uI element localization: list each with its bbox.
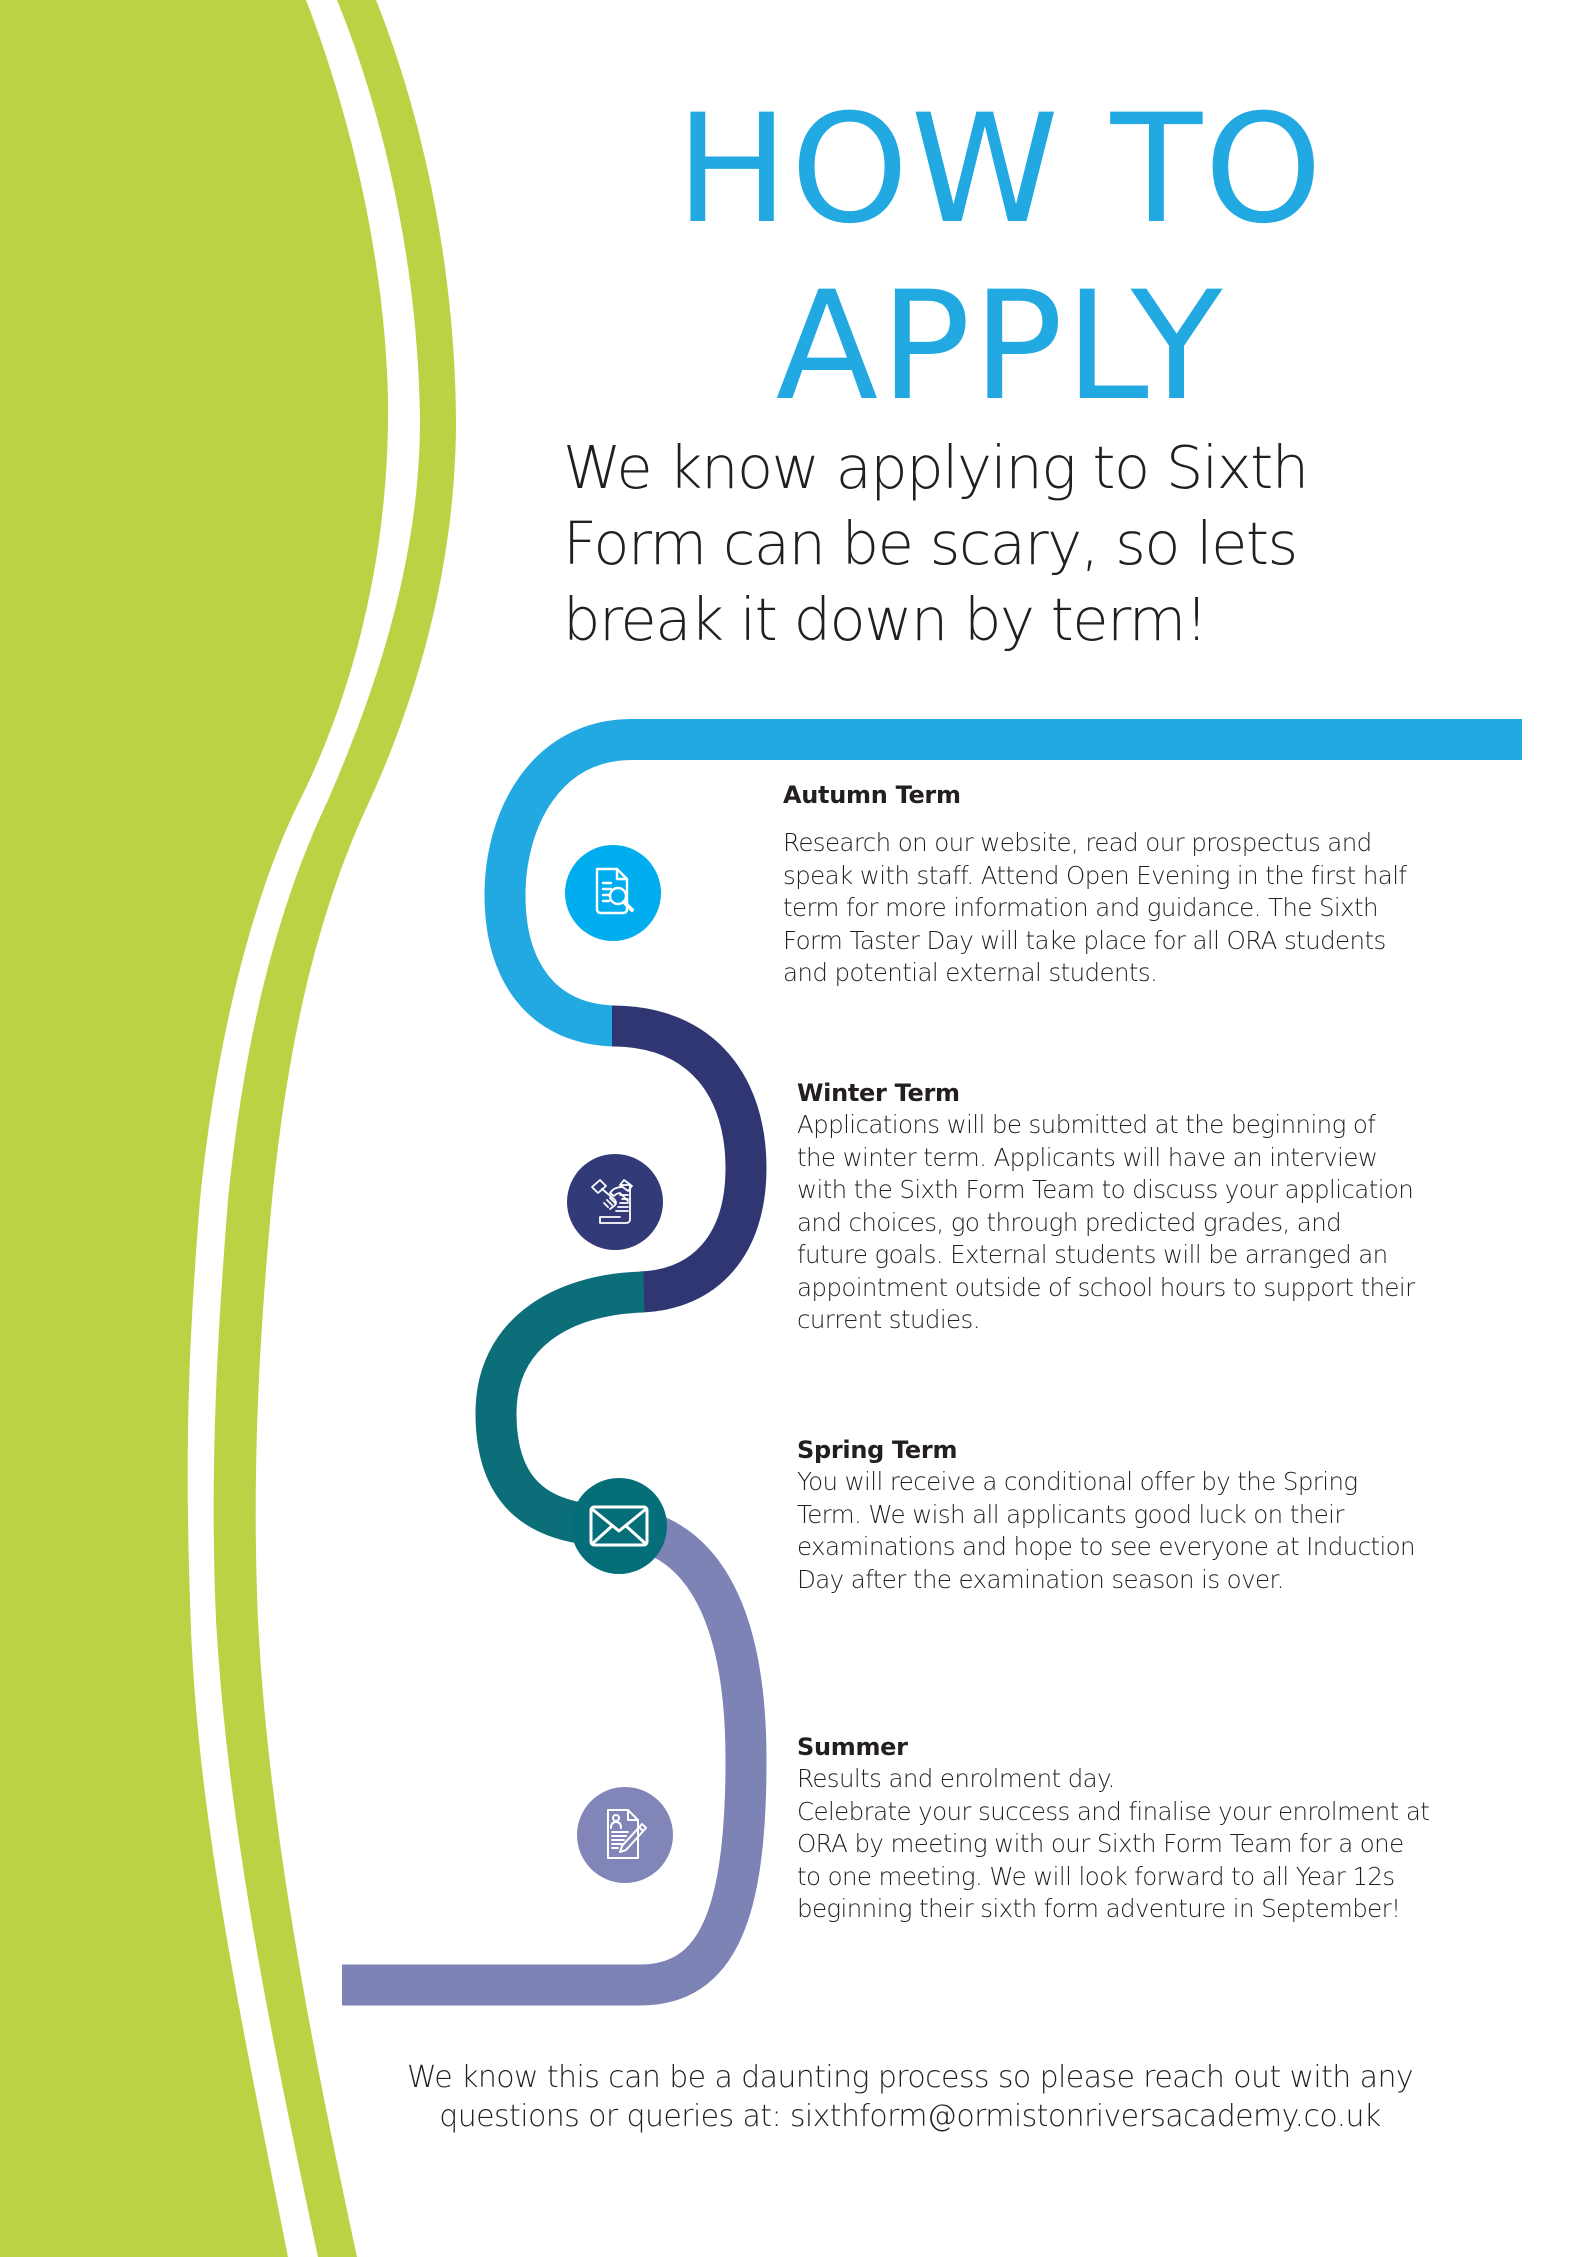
summer-icon-badge bbox=[577, 1787, 673, 1883]
step-text-line: Results and enrolment day. bbox=[797, 1764, 1115, 1793]
step-text-line: beginning their sixth form adventure in September! bbox=[797, 1894, 1401, 1923]
step-text-line: and choices, go through predicted grades, and bbox=[797, 1207, 1342, 1237]
step-heading: Autumn Term bbox=[783, 781, 961, 809]
timeline-segment-summer bbox=[342, 1526, 746, 1985]
spring-icon-badge bbox=[571, 1478, 667, 1574]
step-text-line: to one meeting. We will look forward to all Year 12s bbox=[797, 1861, 1395, 1891]
step-heading: Summer bbox=[797, 1733, 908, 1761]
step-text-line: Celebrate your success and finalise your enrolment at bbox=[797, 1796, 1430, 1826]
intro-line: We know applying to Sixth bbox=[563, 433, 1308, 502]
document-search-icon bbox=[583, 863, 643, 923]
step-text-line: the winter term. Applicants will have an interview bbox=[797, 1142, 1378, 1172]
intro-line: break it down by term! bbox=[563, 585, 1207, 654]
footer-contact bbox=[350, 2058, 1470, 2136]
step-text-line: examinations and hope to see everyone at Induction bbox=[797, 1532, 1415, 1561]
autumn-icon-badge bbox=[565, 845, 661, 941]
step-text-line: current studies. bbox=[797, 1305, 980, 1334]
green-wave-shape bbox=[0, 0, 388, 2257]
application-form-pencil-icon bbox=[594, 1804, 656, 1866]
winter-icon-badge bbox=[567, 1154, 663, 1250]
step-summer bbox=[797, 1731, 1429, 1926]
step-text-line: You will receive a conditional offer by the Spring bbox=[797, 1467, 1358, 1496]
step-text-line: future goals. External students will be arranged an bbox=[797, 1240, 1388, 1269]
intro-text bbox=[563, 430, 1463, 658]
page-title bbox=[560, 82, 1440, 436]
footer-line: We know this can be a daunting process so please reach out with any bbox=[406, 2060, 1414, 2095]
handshake-agreement-icon bbox=[584, 1171, 646, 1233]
step-winter bbox=[797, 1077, 1415, 1337]
intro-line: Form can be scary, so lets bbox=[563, 509, 1297, 578]
step-heading: Spring Term bbox=[797, 1436, 958, 1464]
step-text-line: and potential external students. bbox=[783, 958, 1158, 987]
step-text-line: speak with staff. Attend Open Evening in the first half bbox=[783, 860, 1407, 890]
step-text-line: ORA by meeting with our Sixth Form Team for a one bbox=[797, 1829, 1404, 1858]
step-text-line: appointment outside of school hours to support their bbox=[797, 1272, 1415, 1302]
step-text-line: Day after the examination season is over. bbox=[797, 1564, 1284, 1594]
title-line-1: HOW TO bbox=[675, 83, 1325, 257]
step-autumn bbox=[783, 779, 1406, 990]
footer-contact-line: questions or queries at: sixthform@ormistonriversacademy.co.uk bbox=[439, 2099, 1381, 2134]
title-line-2: APPLY bbox=[775, 260, 1225, 434]
step-spring bbox=[797, 1434, 1415, 1596]
step-text-line: Applications will be submitted at the beginning of bbox=[797, 1110, 1376, 1139]
step-heading: Winter Term bbox=[797, 1079, 960, 1107]
envelope-icon bbox=[587, 1501, 651, 1551]
step-text-line: with the Sixth Form Team to discuss your application bbox=[797, 1175, 1414, 1204]
step-text-line: Term. We wish all applicants good luck on their bbox=[797, 1499, 1344, 1529]
step-text-line: term for more information and guidance. The Sixth bbox=[783, 893, 1378, 922]
step-text-line: Form Taster Day will take place for all ORA students bbox=[783, 925, 1386, 955]
step-text-line: Research on our website, read our prospectus and bbox=[783, 828, 1372, 857]
